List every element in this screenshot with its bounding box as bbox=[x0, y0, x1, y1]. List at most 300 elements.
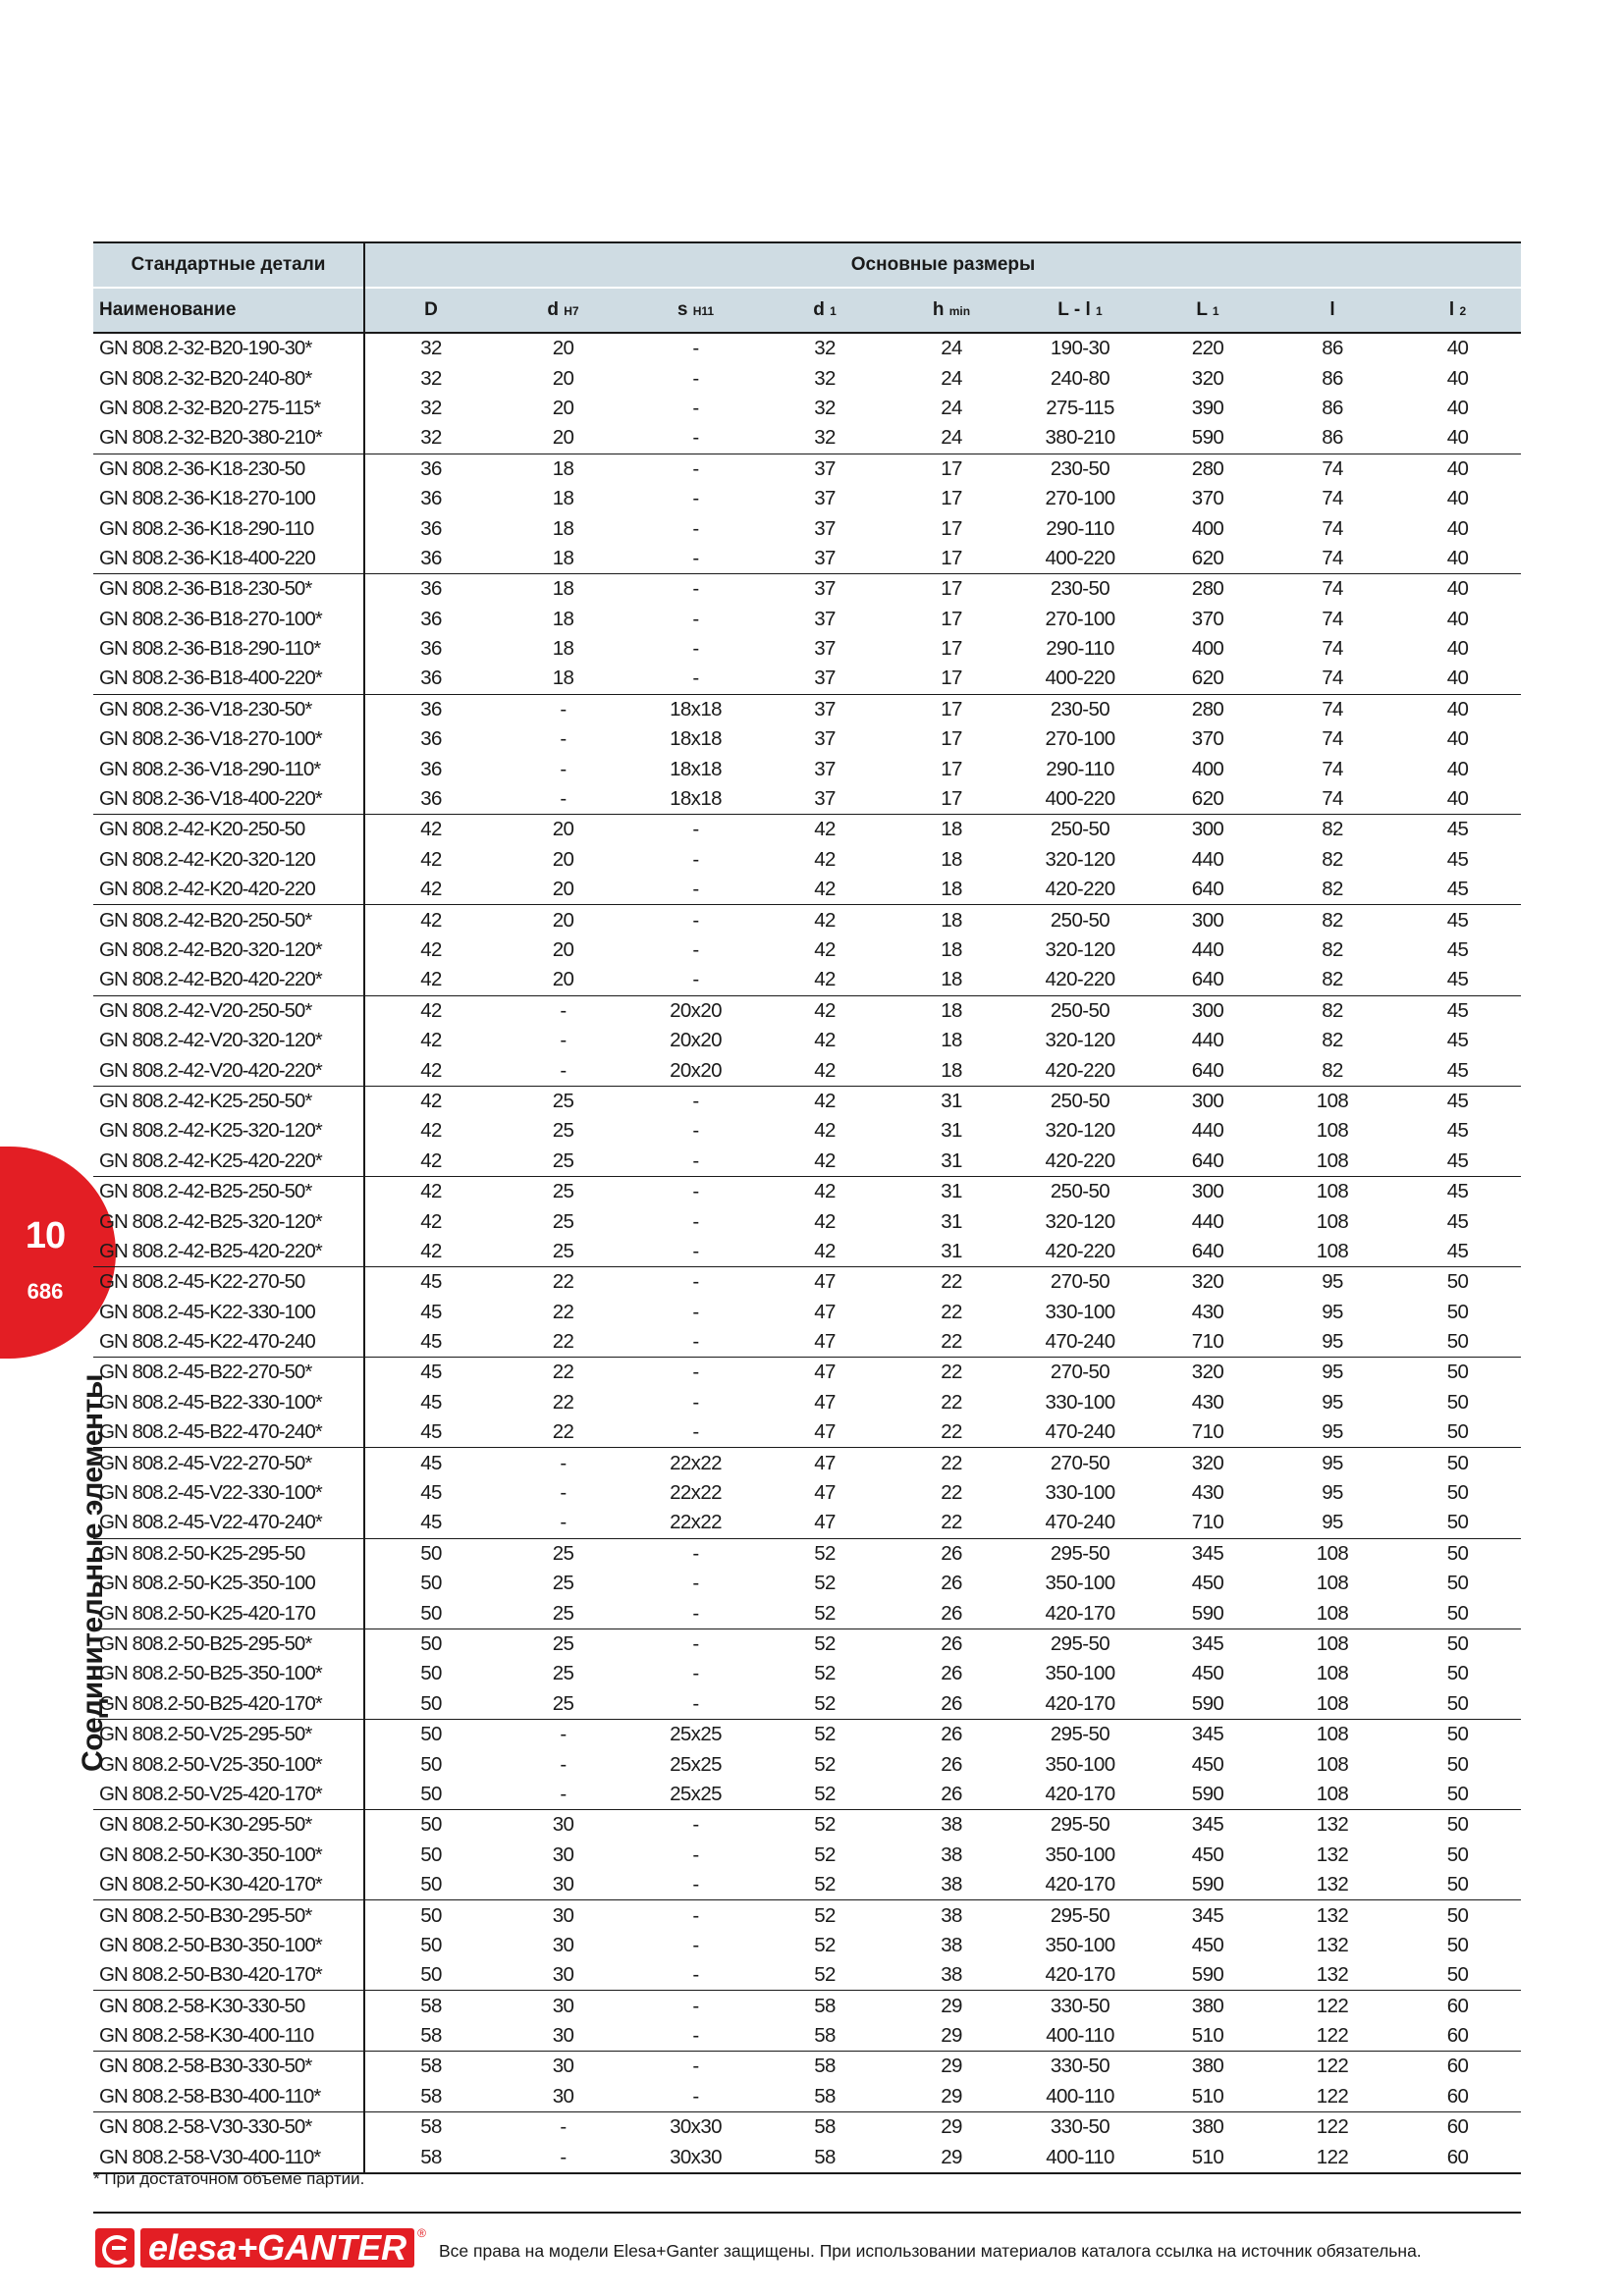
value-cell: 40 bbox=[1446, 516, 1469, 540]
value-cell: 50 bbox=[364, 1870, 497, 1900]
value-cell: 29 bbox=[888, 2142, 1015, 2172]
column-header-label: l bbox=[1448, 299, 1455, 320]
value-cell: 450 bbox=[1191, 1662, 1224, 1685]
value-cell: 40 bbox=[1394, 784, 1521, 815]
value-cell: 36 bbox=[420, 697, 442, 721]
value-cell: 58 bbox=[364, 2021, 497, 2052]
value-cell: 22 bbox=[552, 1300, 574, 1323]
value-cell: 42 bbox=[814, 1029, 836, 1052]
part-name-cell: GN 808.2-42-B25-250-50* bbox=[93, 1176, 364, 1206]
value-cell: 45 bbox=[1446, 1180, 1469, 1203]
value-cell: 58 bbox=[762, 2142, 888, 2172]
value-cell: 345 bbox=[1191, 1723, 1224, 1746]
value-cell: 20x20 bbox=[670, 998, 722, 1022]
value-cell: 108 bbox=[1316, 1209, 1349, 1233]
table-row bbox=[93, 1719, 1521, 1749]
column-header-2 bbox=[497, 288, 629, 333]
part-name-cell: GN 808.2-36-V18-230-50* bbox=[93, 694, 364, 724]
value-cell: 40 bbox=[1446, 577, 1469, 601]
column-header-label: D bbox=[424, 299, 438, 320]
value-cell: 42 bbox=[364, 875, 497, 905]
value-cell: 380 bbox=[1191, 2055, 1224, 2078]
part-name-cell: GN 808.2-50-V25-420-170* bbox=[93, 1780, 364, 1810]
value-cell: 74 bbox=[1322, 757, 1343, 780]
value-cell: 370 bbox=[1191, 607, 1224, 630]
value-cell: 52 bbox=[814, 1723, 836, 1746]
value-cell: 31 bbox=[888, 1147, 1015, 1177]
value-cell: 37 bbox=[814, 697, 836, 721]
value-cell: 25x25 bbox=[629, 1780, 762, 1810]
value-cell: 20 bbox=[497, 423, 629, 454]
value-cell: 30 bbox=[552, 2055, 574, 2078]
value-cell: 420-220 bbox=[1015, 875, 1145, 905]
value-cell: 40 bbox=[1394, 664, 1521, 694]
part-name-cell: GN 808.2-32-B20-380-210* bbox=[93, 423, 364, 454]
value-cell: 20 bbox=[552, 818, 574, 841]
value-cell: 38 bbox=[888, 1960, 1015, 1991]
value-cell: 42 bbox=[420, 1029, 442, 1052]
part-name-cell: GN 808.2-42-B20-420-220* bbox=[93, 965, 364, 995]
value-cell: 270-50 bbox=[1050, 1361, 1110, 1384]
value-cell: 50 bbox=[1394, 1870, 1521, 1900]
elesa-ganter-logo bbox=[95, 2226, 426, 2269]
value-cell: 82 bbox=[1322, 818, 1343, 841]
value-cell: 26 bbox=[941, 1752, 962, 1776]
value-cell: 18x18 bbox=[670, 727, 722, 751]
value-cell: - bbox=[629, 2082, 762, 2112]
column-header-3 bbox=[629, 288, 762, 333]
value-cell: 26 bbox=[941, 1723, 962, 1746]
value-cell: 37 bbox=[814, 577, 836, 601]
column-header-label: L - l bbox=[1057, 299, 1091, 320]
part-name-cell: GN 808.2-50-B30-350-100* bbox=[93, 1931, 364, 1960]
table-row bbox=[93, 1388, 1521, 1417]
value-cell: 60 bbox=[1394, 2082, 1521, 2112]
part-name-cell: GN 808.2-50-B30-420-170* bbox=[93, 1960, 364, 1991]
value-cell: 58 bbox=[420, 1994, 442, 2017]
value-cell: 30 bbox=[497, 1870, 629, 1900]
value-cell: 122 bbox=[1271, 2082, 1394, 2112]
value-cell: 420-170 bbox=[1015, 1598, 1145, 1629]
value-cell: - bbox=[497, 1508, 629, 1538]
value-cell: 108 bbox=[1316, 1631, 1349, 1655]
part-name-cell: GN 808.2-42-B20-320-120* bbox=[93, 935, 364, 965]
value-cell: 50 bbox=[420, 1723, 442, 1746]
value-cell: 52 bbox=[814, 1903, 836, 1927]
value-cell: 350-100 bbox=[1045, 1752, 1115, 1776]
table-row bbox=[93, 2082, 1521, 2112]
value-cell: 108 bbox=[1316, 1541, 1349, 1565]
value-cell: 52 bbox=[814, 1541, 836, 1565]
value-cell: - bbox=[692, 337, 699, 360]
value-cell: 36 bbox=[364, 664, 497, 694]
value-cell: 50 bbox=[420, 1933, 442, 1956]
value-cell: 50 bbox=[1394, 1417, 1521, 1448]
value-cell: 50 bbox=[420, 1631, 442, 1655]
value-cell: 300 bbox=[1191, 998, 1224, 1022]
group-header-standard: Стандартные детали bbox=[93, 242, 364, 288]
value-cell: 20x20 bbox=[670, 1029, 722, 1052]
value-cell: 270-100 bbox=[1045, 487, 1115, 510]
value-cell: - bbox=[692, 1933, 699, 1956]
dimensions-table-container bbox=[93, 241, 1521, 2174]
value-cell: 300 bbox=[1191, 1089, 1224, 1112]
column-header-0 bbox=[93, 288, 364, 333]
value-cell: 74 bbox=[1271, 544, 1394, 574]
section-title: Соединительные элементы bbox=[77, 1374, 109, 1772]
value-cell: 36 bbox=[420, 727, 442, 751]
value-cell: 25 bbox=[552, 1631, 574, 1655]
table-row bbox=[93, 605, 1521, 634]
value-cell: 42 bbox=[420, 1089, 442, 1112]
value-cell: 300 bbox=[1191, 908, 1224, 932]
table-row bbox=[93, 1026, 1521, 1055]
value-cell: 74 bbox=[1271, 784, 1394, 815]
value-cell: 30 bbox=[497, 2021, 629, 2052]
value-cell: 122 bbox=[1271, 2142, 1394, 2172]
value-cell: 590 bbox=[1145, 1689, 1271, 1720]
table-row bbox=[93, 1086, 1521, 1116]
value-cell: 26 bbox=[941, 1572, 962, 1595]
value-cell: 50 bbox=[420, 1813, 442, 1837]
value-cell: 25 bbox=[552, 1089, 574, 1112]
value-cell: 42 bbox=[762, 875, 888, 905]
value-cell: 50 bbox=[1446, 1481, 1469, 1505]
value-cell: 37 bbox=[762, 664, 888, 694]
value-cell: 45 bbox=[1446, 1089, 1469, 1112]
value-cell: 42 bbox=[762, 1237, 888, 1267]
value-cell: 20 bbox=[552, 938, 574, 961]
value-cell: 330-50 bbox=[1050, 2055, 1110, 2078]
value-cell: - bbox=[692, 847, 699, 871]
value-cell: 82 bbox=[1322, 847, 1343, 871]
value-cell: 47 bbox=[814, 1361, 836, 1384]
value-cell: 122 bbox=[1316, 2055, 1349, 2078]
value-cell: 50 bbox=[420, 1541, 442, 1565]
value-cell: 345 bbox=[1191, 1903, 1224, 1927]
value-cell: 17 bbox=[941, 456, 962, 480]
table-row bbox=[93, 905, 1521, 935]
value-cell: 45 bbox=[420, 1451, 442, 1474]
part-name-cell: GN 808.2-32-B20-240-80* bbox=[93, 363, 364, 393]
value-cell: 36 bbox=[364, 544, 497, 574]
column-header-9 bbox=[1394, 288, 1521, 333]
value-cell: 18 bbox=[552, 577, 574, 601]
value-cell: 710 bbox=[1145, 1508, 1271, 1538]
value-cell: 31 bbox=[888, 1237, 1015, 1267]
part-name-cell: GN 808.2-50-B25-295-50* bbox=[93, 1629, 364, 1659]
value-cell: 22 bbox=[888, 1327, 1015, 1358]
value-cell: - bbox=[692, 607, 699, 630]
footer-divider bbox=[93, 2212, 1521, 2214]
table-row bbox=[93, 1327, 1521, 1358]
value-cell: 42 bbox=[814, 998, 836, 1022]
value-cell: 640 bbox=[1145, 1147, 1271, 1177]
table-row bbox=[93, 1841, 1521, 1870]
value-cell: 30 bbox=[552, 1933, 574, 1956]
value-cell: 132 bbox=[1271, 1960, 1394, 1991]
value-cell: - bbox=[497, 784, 629, 815]
value-cell: - bbox=[629, 1417, 762, 1448]
value-cell: - bbox=[692, 396, 699, 419]
value-cell: 240-80 bbox=[1050, 366, 1110, 390]
value-cell: 38 bbox=[941, 1903, 962, 1927]
value-cell: 38 bbox=[941, 1933, 962, 1956]
value-cell: 60 bbox=[1394, 2021, 1521, 2052]
value-cell: 295-50 bbox=[1050, 1631, 1110, 1655]
value-cell: 430 bbox=[1191, 1481, 1224, 1505]
value-cell: 400-110 bbox=[1015, 2142, 1145, 2172]
value-cell: 17 bbox=[941, 757, 962, 780]
dimensions-table bbox=[93, 241, 1521, 2174]
value-cell: 108 bbox=[1271, 1237, 1394, 1267]
value-cell: 36 bbox=[420, 577, 442, 601]
value-cell: 295-50 bbox=[1050, 1813, 1110, 1837]
value-cell: 40 bbox=[1446, 757, 1469, 780]
value-cell: - bbox=[629, 1327, 762, 1358]
value-cell: 400-110 bbox=[1015, 2021, 1145, 2052]
value-cell: 122 bbox=[1271, 2021, 1394, 2052]
value-cell: 510 bbox=[1145, 2082, 1271, 2112]
value-cell: 25 bbox=[497, 1598, 629, 1629]
value-cell: 190-30 bbox=[1050, 337, 1110, 360]
table-row bbox=[93, 1147, 1521, 1177]
value-cell: 280 bbox=[1191, 456, 1224, 480]
value-cell: 50 bbox=[420, 1842, 442, 1866]
value-cell: 25x25 bbox=[670, 1752, 722, 1776]
value-cell: 17 bbox=[888, 544, 1015, 574]
value-cell: 24 bbox=[941, 396, 962, 419]
value-cell: 50 bbox=[1446, 1390, 1469, 1414]
part-name-cell: GN 808.2-45-V22-470-240* bbox=[93, 1508, 364, 1538]
part-name-cell: GN 808.2-50-B25-420-170* bbox=[93, 1689, 364, 1720]
value-cell: 82 bbox=[1322, 908, 1343, 932]
table-row bbox=[93, 1116, 1521, 1146]
value-cell: 50 bbox=[1446, 1451, 1469, 1474]
value-cell: 40 bbox=[1446, 366, 1469, 390]
value-cell: 32 bbox=[420, 396, 442, 419]
value-cell: 380 bbox=[1191, 2115, 1224, 2139]
value-cell: 50 bbox=[1446, 1813, 1469, 1837]
value-cell: 590 bbox=[1145, 1780, 1271, 1810]
value-cell: 320 bbox=[1191, 366, 1224, 390]
value-cell: 30 bbox=[552, 1813, 574, 1837]
value-cell: 52 bbox=[762, 1960, 888, 1991]
value-cell: - bbox=[560, 1029, 567, 1052]
value-cell: 250-50 bbox=[1050, 998, 1110, 1022]
logo-mark-icon bbox=[95, 2228, 135, 2268]
table-row bbox=[93, 1598, 1521, 1629]
value-cell: 40 bbox=[1446, 337, 1469, 360]
column-header-8 bbox=[1271, 288, 1394, 333]
value-cell: 86 bbox=[1322, 337, 1343, 360]
value-cell: 50 bbox=[1394, 1327, 1521, 1358]
value-cell: 32 bbox=[814, 337, 836, 360]
value-cell: 40 bbox=[1446, 727, 1469, 751]
value-cell: 108 bbox=[1271, 1689, 1394, 1720]
value-cell: 30x30 bbox=[629, 2142, 762, 2172]
value-cell: 58 bbox=[814, 2055, 836, 2078]
value-cell: 132 bbox=[1316, 1842, 1349, 1866]
value-cell: 270-100 bbox=[1045, 727, 1115, 751]
value-cell: 42 bbox=[814, 1180, 836, 1203]
value-cell: - bbox=[692, 1300, 699, 1323]
table-row bbox=[93, 394, 1521, 423]
value-cell: 108 bbox=[1316, 1572, 1349, 1595]
value-cell: 620 bbox=[1145, 664, 1271, 694]
value-cell: 74 bbox=[1322, 577, 1343, 601]
value-cell: 320 bbox=[1191, 1361, 1224, 1384]
value-cell: 32 bbox=[814, 396, 836, 419]
value-cell: - bbox=[692, 1209, 699, 1233]
value-cell: 108 bbox=[1316, 1180, 1349, 1203]
part-name-cell: GN 808.2-42-K25-420-220* bbox=[93, 1147, 364, 1177]
table-row bbox=[93, 423, 1521, 454]
table-row bbox=[93, 2052, 1521, 2082]
value-cell: 18 bbox=[941, 847, 962, 871]
value-cell: 345 bbox=[1191, 1631, 1224, 1655]
value-cell: 22 bbox=[941, 1481, 962, 1505]
value-cell: 50 bbox=[1446, 1300, 1469, 1323]
value-cell: 31 bbox=[941, 1180, 962, 1203]
value-cell: 22 bbox=[552, 1361, 574, 1384]
value-cell: - bbox=[560, 1481, 567, 1505]
value-cell: 86 bbox=[1322, 366, 1343, 390]
value-cell: 47 bbox=[814, 1451, 836, 1474]
value-cell: 18 bbox=[552, 487, 574, 510]
value-cell: 390 bbox=[1191, 396, 1224, 419]
value-cell: 350-100 bbox=[1045, 1933, 1115, 1956]
value-cell: 42 bbox=[814, 847, 836, 871]
value-cell: 42 bbox=[364, 965, 497, 995]
value-cell: 18 bbox=[888, 875, 1015, 905]
value-cell: 20 bbox=[552, 337, 574, 360]
value-cell: - bbox=[692, 908, 699, 932]
value-cell: 50 bbox=[1446, 1903, 1469, 1927]
value-cell: 430 bbox=[1191, 1390, 1224, 1414]
value-cell: 50 bbox=[1394, 1689, 1521, 1720]
value-cell: - bbox=[629, 1237, 762, 1267]
part-name-cell: GN 808.2-36-K18-230-50 bbox=[93, 454, 364, 484]
value-cell: 132 bbox=[1271, 1870, 1394, 1900]
value-cell: 58 bbox=[814, 2115, 836, 2139]
part-name-cell: GN 808.2-42-K25-250-50* bbox=[93, 1086, 364, 1116]
value-cell: 47 bbox=[762, 1417, 888, 1448]
part-name-cell: GN 808.2-42-K20-420-220 bbox=[93, 875, 364, 905]
column-header-label: d bbox=[547, 299, 559, 320]
part-name-cell: GN 808.2-50-K25-420-170 bbox=[93, 1598, 364, 1629]
value-cell: - bbox=[560, 2115, 567, 2139]
value-cell: 18 bbox=[941, 818, 962, 841]
value-cell: 40 bbox=[1446, 607, 1469, 630]
value-cell: 20 bbox=[552, 366, 574, 390]
value-cell: 50 bbox=[1446, 1361, 1469, 1384]
value-cell: 22 bbox=[497, 1327, 629, 1358]
value-cell: 25 bbox=[552, 1180, 574, 1203]
part-name-cell: GN 808.2-42-B25-320-120* bbox=[93, 1206, 364, 1236]
part-name-cell: GN 808.2-42-K20-250-50 bbox=[93, 815, 364, 845]
value-cell: 24 bbox=[941, 366, 962, 390]
value-cell: 50 bbox=[1446, 1752, 1469, 1776]
table-row bbox=[93, 1780, 1521, 1810]
value-cell: 95 bbox=[1271, 1508, 1394, 1538]
chapter-number: 10 bbox=[25, 1215, 66, 1256]
value-cell: 45 bbox=[364, 1508, 497, 1538]
value-cell: 18 bbox=[497, 664, 629, 694]
value-cell: 25 bbox=[552, 1572, 574, 1595]
part-name-cell: GN 808.2-42-V20-420-220* bbox=[93, 1055, 364, 1086]
value-cell: - bbox=[692, 1842, 699, 1866]
value-cell: 122 bbox=[1316, 1994, 1349, 2017]
value-cell: 345 bbox=[1191, 1813, 1224, 1837]
value-cell: 22 bbox=[941, 1361, 962, 1384]
value-cell: 22x22 bbox=[629, 1508, 762, 1538]
table-row bbox=[93, 363, 1521, 393]
value-cell: 50 bbox=[364, 1689, 497, 1720]
value-cell: 29 bbox=[941, 1994, 962, 2017]
table-row bbox=[93, 1298, 1521, 1327]
value-cell: 108 bbox=[1316, 1662, 1349, 1685]
value-cell: 52 bbox=[762, 1780, 888, 1810]
value-cell: 440 bbox=[1191, 1119, 1224, 1143]
value-cell: 250-50 bbox=[1050, 818, 1110, 841]
value-cell: 26 bbox=[888, 1689, 1015, 1720]
value-cell: 25 bbox=[552, 1541, 574, 1565]
value-cell: 320-120 bbox=[1045, 1209, 1115, 1233]
table-row bbox=[93, 875, 1521, 905]
value-cell: 74 bbox=[1322, 487, 1343, 510]
part-name-cell: GN 808.2-36-B18-230-50* bbox=[93, 574, 364, 605]
part-name-cell: GN 808.2-42-V20-250-50* bbox=[93, 995, 364, 1026]
table-row bbox=[93, 513, 1521, 543]
column-header-subscript: min bbox=[948, 304, 971, 318]
value-cell: 50 bbox=[1394, 1598, 1521, 1629]
value-cell: 52 bbox=[762, 1689, 888, 1720]
table-row bbox=[93, 995, 1521, 1026]
value-cell: 52 bbox=[814, 1572, 836, 1595]
value-cell: 50 bbox=[364, 1960, 497, 1991]
part-name-cell: GN 808.2-50-K30-350-100* bbox=[93, 1841, 364, 1870]
value-cell: 86 bbox=[1322, 396, 1343, 419]
part-name-cell: GN 808.2-50-V25-350-100* bbox=[93, 1749, 364, 1779]
value-cell: 30 bbox=[552, 1842, 574, 1866]
value-cell: 32 bbox=[420, 337, 442, 360]
value-cell: 50 bbox=[420, 1662, 442, 1685]
part-name-cell: GN 808.2-42-B25-420-220* bbox=[93, 1237, 364, 1267]
value-cell: 18 bbox=[888, 1055, 1015, 1086]
table-row bbox=[93, 664, 1521, 694]
value-cell: 60 bbox=[1394, 2142, 1521, 2172]
value-cell: 50 bbox=[1394, 1508, 1521, 1538]
value-cell: 510 bbox=[1145, 2142, 1271, 2172]
table-row bbox=[93, 965, 1521, 995]
copyright-notice: Все права на модели Elesa+Ganter защищены. При использовании материалов каталога ссылка на источник обязательна. bbox=[439, 2241, 1422, 2261]
column-header-6 bbox=[1015, 288, 1145, 333]
value-cell: 640 bbox=[1145, 965, 1271, 995]
value-cell: - bbox=[629, 965, 762, 995]
value-cell: 250-50 bbox=[1050, 908, 1110, 932]
value-cell: 42 bbox=[420, 1209, 442, 1233]
value-cell: 18 bbox=[941, 938, 962, 961]
part-name-cell: GN 808.2-36-V18-290-110* bbox=[93, 754, 364, 783]
value-cell: 58 bbox=[814, 1994, 836, 2017]
table-row bbox=[93, 1055, 1521, 1086]
value-cell: 330-100 bbox=[1045, 1390, 1115, 1414]
part-name-cell: GN 808.2-50-B30-295-50* bbox=[93, 1900, 364, 1931]
value-cell: 400 bbox=[1191, 516, 1224, 540]
value-cell: 25 bbox=[497, 1689, 629, 1720]
value-cell: 40 bbox=[1446, 697, 1469, 721]
